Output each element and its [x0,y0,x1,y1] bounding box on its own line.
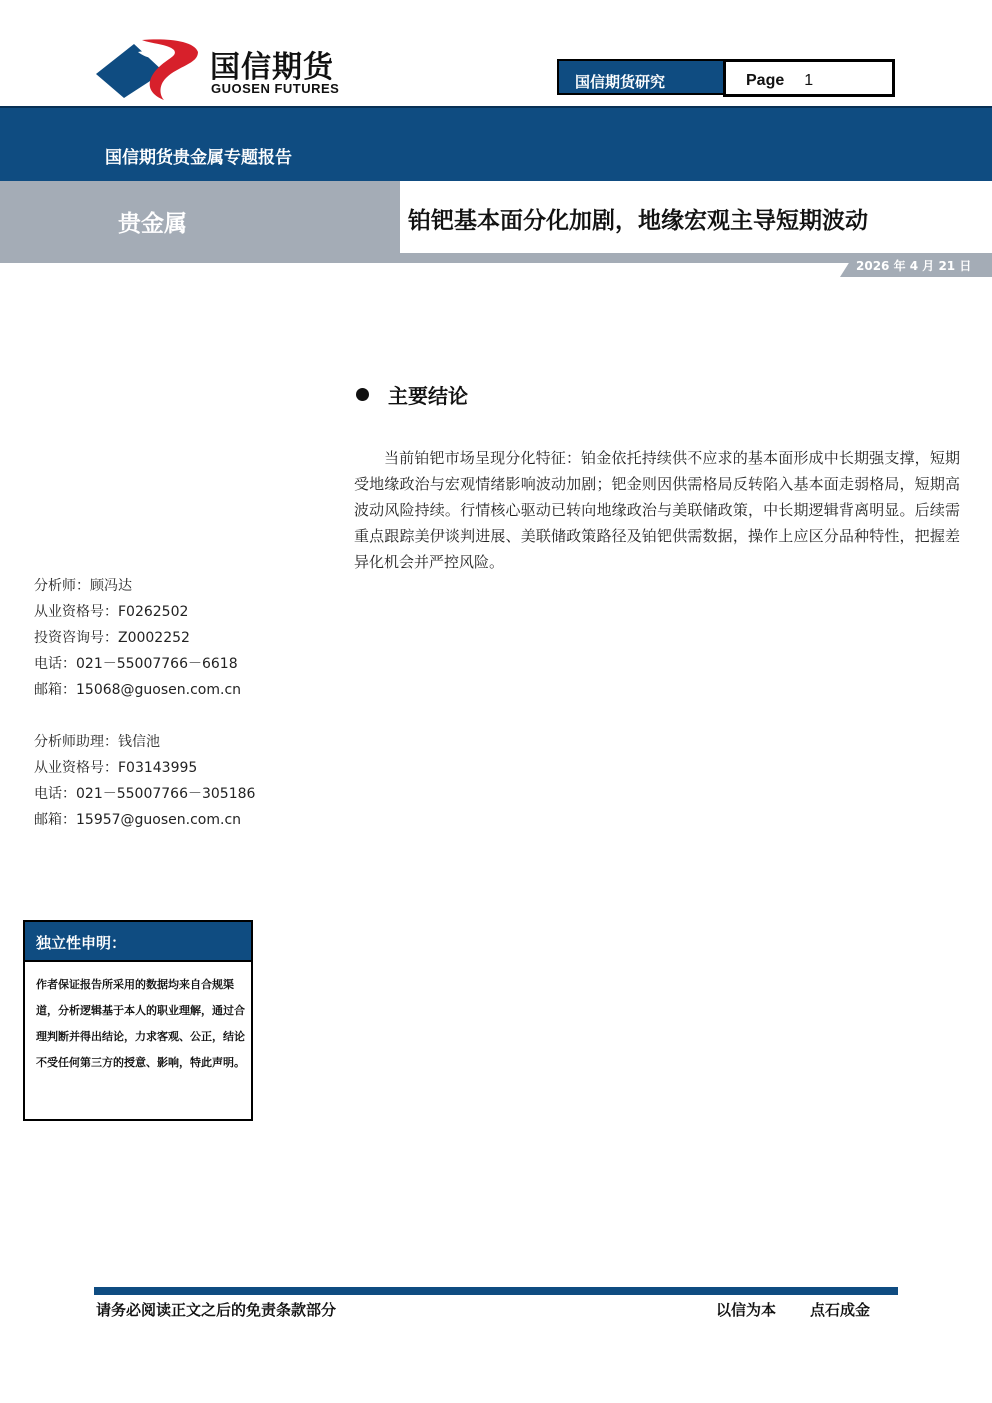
analyst-email: 邮箱：15068@guosen.com.cn [34,682,242,698]
brand-name-cn: 国信期货 [210,50,334,85]
assistant-name: 分析师助理：钱信池 [34,734,160,750]
guosen-logo-icon [94,38,204,102]
analyst-name: 分析师：顾冯达 [34,578,132,594]
analyst-consulting-id: 投资咨询号：Z0002252 [34,630,190,646]
footer-motto [716,1299,870,1320]
page-label: Page [746,72,785,89]
analyst-qualification: 从业资格号：F0262502 [34,604,189,620]
assistant-qualification: 从业资格号：F03143995 [34,760,198,776]
research-label: 国信期货研究 [557,59,725,95]
motto-1: 以信为本 [716,1301,777,1319]
footer-bar [94,1287,898,1295]
declaration-text: 作者保证报告所采用的数据均来自合规渠道，分析逻辑基于本人的职业理解，通过合理判断并得出结论，力求客观、公正，结论不受任何第三方的授意、影响，特此声明。 [36,978,245,1069]
analyst-phone: 电话：021－55007766－6618 [34,656,238,672]
page-number: 1 [804,72,814,89]
category-label: 贵金属 [118,210,187,237]
assistant-info [34,729,314,833]
motto-2: 点石成金 [810,1301,871,1319]
page-indicator [723,59,895,97]
report-date: 2026 年 4 月 21 日 [856,259,972,273]
section-heading: 主要结论 [388,384,468,408]
bullet-icon [356,388,369,401]
conclusion-text: 当前铂钯市场呈现分化特征：铂金依托持续供不应求的基本面形成中长期强支撑，短期受地缘政治与宏观情绪影响波动加剧；钯金则因供需格局反转陷入基本面走弱格局，短期高波动风险持续。行情核心驱动已转向地缘政治与美联储政策，中长期逻辑背离明显。后续需重点跟踪美伊谈判进展、美联储政策路径及铂钯供需数据，操作上应区分品种特性，把握差异化机会并严控风险。 [354,449,960,571]
assistant-phone: 电话：021－55007766－305186 [34,786,256,802]
assistant-email: 邮箱：15957@guosen.com.cn [34,812,242,828]
report-title: 铂钯基本面分化加剧，地缘宏观主导短期波动 [408,207,868,234]
analyst-info [34,573,314,703]
brand-name-en: GUOSEN FUTURES [211,81,340,96]
report-series: 国信期货贵金属专题报告 [105,148,292,168]
footer-disclaimer: 请务必阅读正文之后的免责条款部分 [96,1301,337,1319]
declaration-title: 独立性申明： [36,934,127,952]
